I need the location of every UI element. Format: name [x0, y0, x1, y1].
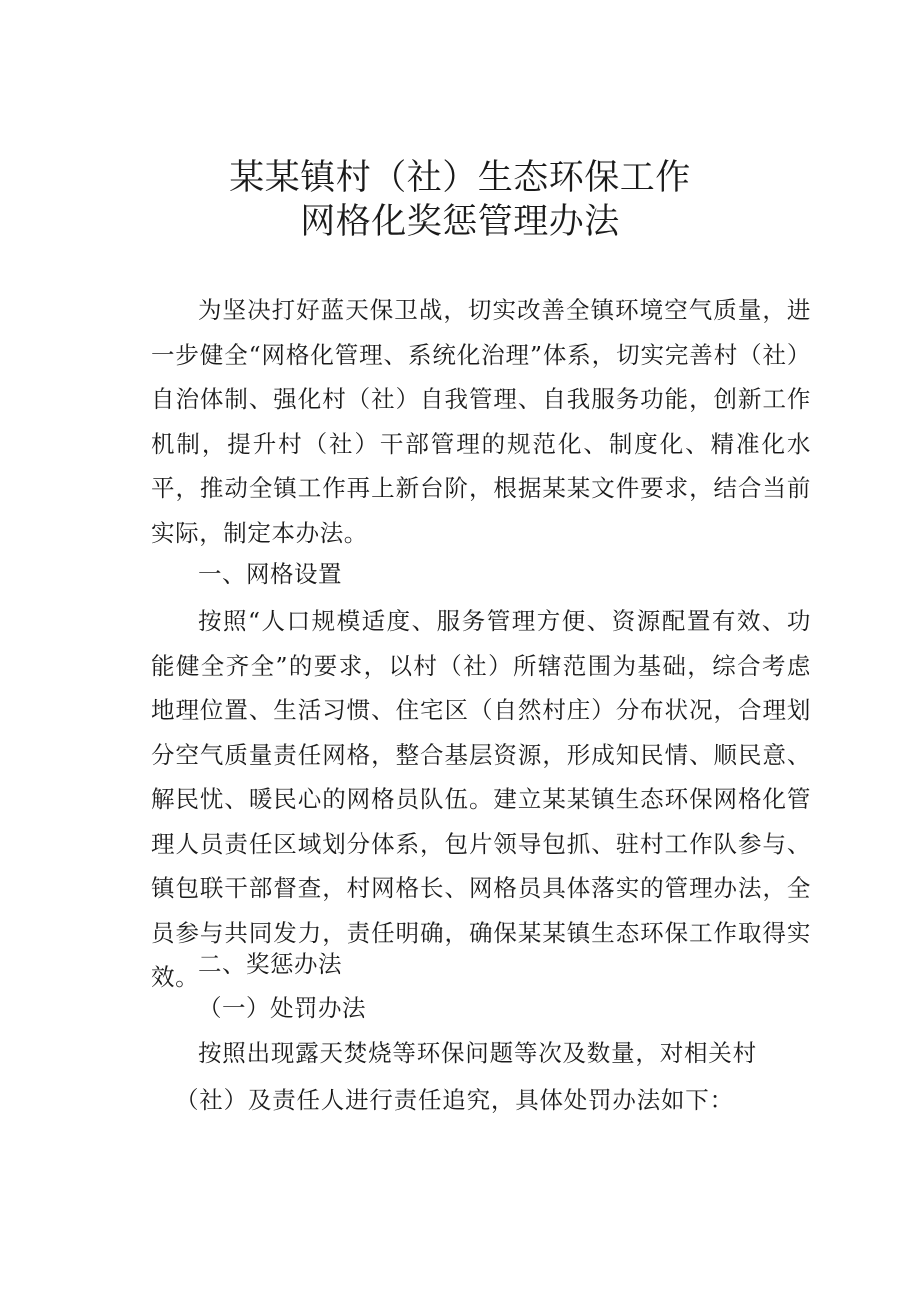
penalty-text-line-2: （社）及责任人进行责任追究，具体处罚办法如下：	[175, 1086, 734, 1114]
subsection-heading-penalties: （一）处罚办法	[198, 994, 366, 1022]
intro-paragraph: 为坚决打好蓝天保卫战，切实改善全镇环境空气质量，进一步健全“网格化管理、系统化治理”体系，切实完善村（社）自治体制、强化村（社）自我管理、自我服务功能，创新工作机制，提升村（社）干部管理的规范化、制度化、精准化水平，推动全镇工作再上新台阶，根据某某文件要求，结合当前实际，制定本办法。	[151, 296, 811, 547]
document-title-line2: 网格化奖惩管理办法	[300, 202, 620, 242]
section-heading-rewards-penalties: 二、奖惩办法	[198, 950, 342, 978]
section-heading-grid-setup: 一、网格设置	[198, 560, 342, 588]
document-title-line1: 某某镇村（社）生态环保工作	[229, 158, 691, 198]
penalty-text-line-1: 按照出现露天焚烧等环保问题等次及数量，对相关村	[198, 1039, 757, 1067]
grid-setup-paragraph: 按照“人口规模适度、服务管理方便、资源配置有效、功能健全齐全”的要求，以村（社）所辖范围为基础，综合考虑地理位置、生活习惯、住宅区（自然村庄）分布状况，合理划分空气质量责任网格，整合基层资源，形成知民情、顺民意、解民忧、暖民心的网格员队伍。建立某某镇生态环保网格化管理人员责任区域划分体系，包片领导包抓、驻村工作队参与、镇包联干部督查，村网格长、网格员具体落实的管理办法，全员参与共同发力，责任明确，确保某某镇生态环保工作取得实效。	[151, 607, 811, 991]
